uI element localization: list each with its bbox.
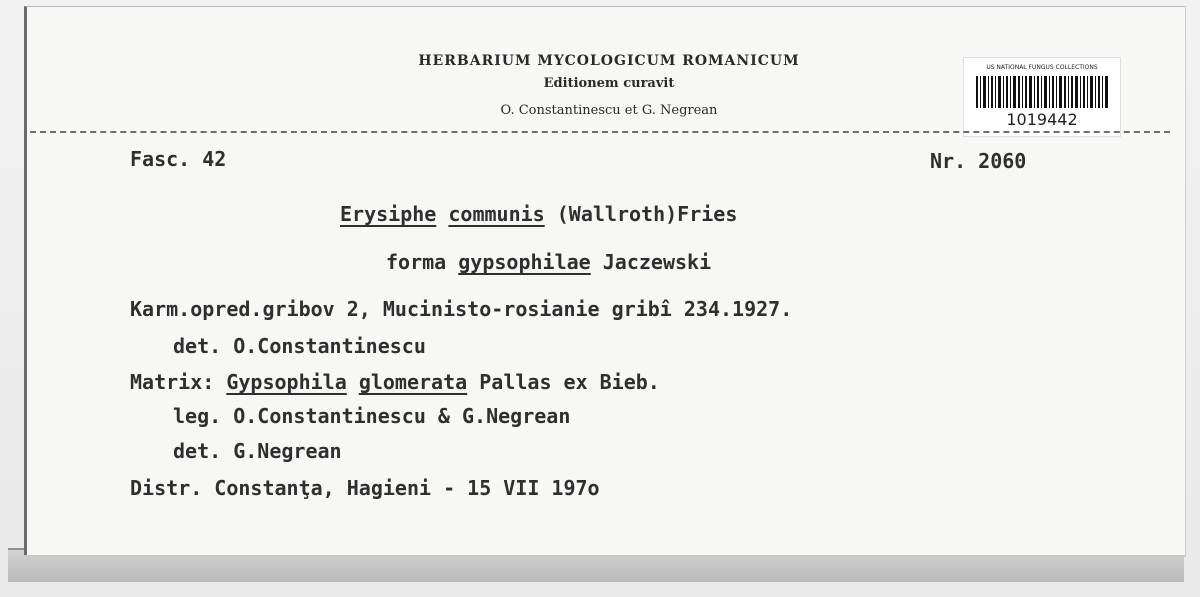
barcode-label — [963, 57, 1121, 137]
determiner-1: det. O.Constantinescu — [173, 334, 426, 358]
determiner-2: det. G.Negrean — [173, 439, 342, 463]
matrix-epithet: glomerata — [358, 370, 468, 394]
barcode-bars — [976, 76, 1108, 108]
matrix-genus: Gypsophila — [226, 370, 347, 394]
specimen-number: Nr. 2060 — [930, 149, 1027, 173]
herbarium-subtitle: Editionem curavit — [543, 76, 675, 91]
species-authors: (Wallroth)Fries — [556, 202, 738, 226]
herbarium-title: HERBARIUM MYCOLOGICUM ROMANICUM — [418, 53, 800, 69]
matrix-prefix: Matrix: — [130, 370, 215, 394]
fascicle-number: Fasc. 42 — [130, 147, 227, 171]
forma-prefix: forma — [386, 250, 447, 274]
herbarium-label-card — [24, 6, 1186, 555]
forma-epithet: gypsophilae — [458, 250, 591, 274]
forma-name — [386, 250, 711, 274]
literature-reference: Karm.opred.gribov 2, Mucinisto-rosianie gribî 234.1927. — [130, 297, 793, 321]
species-name — [340, 202, 737, 226]
collectors: leg. O.Constantinescu & G.Negrean — [173, 404, 571, 428]
herbarium-editors: O. Constantinescu et G. Negrean — [500, 103, 718, 118]
barcode-caption: US NATIONAL FUNGUS COLLECTIONS — [986, 64, 1098, 71]
host-matrix — [130, 370, 660, 394]
barcode-number: 1019442 — [1006, 110, 1078, 129]
matrix-authors: Pallas ex Bieb. — [479, 370, 660, 394]
species-genus: Erysiphe — [340, 202, 437, 226]
forma-author: Jaczewski — [602, 250, 712, 274]
locality-date: Distr. Constanţa, Hagieni - 15 VII 197o — [130, 476, 600, 500]
species-epithet: communis — [448, 202, 545, 226]
header-divider — [30, 131, 1170, 136]
